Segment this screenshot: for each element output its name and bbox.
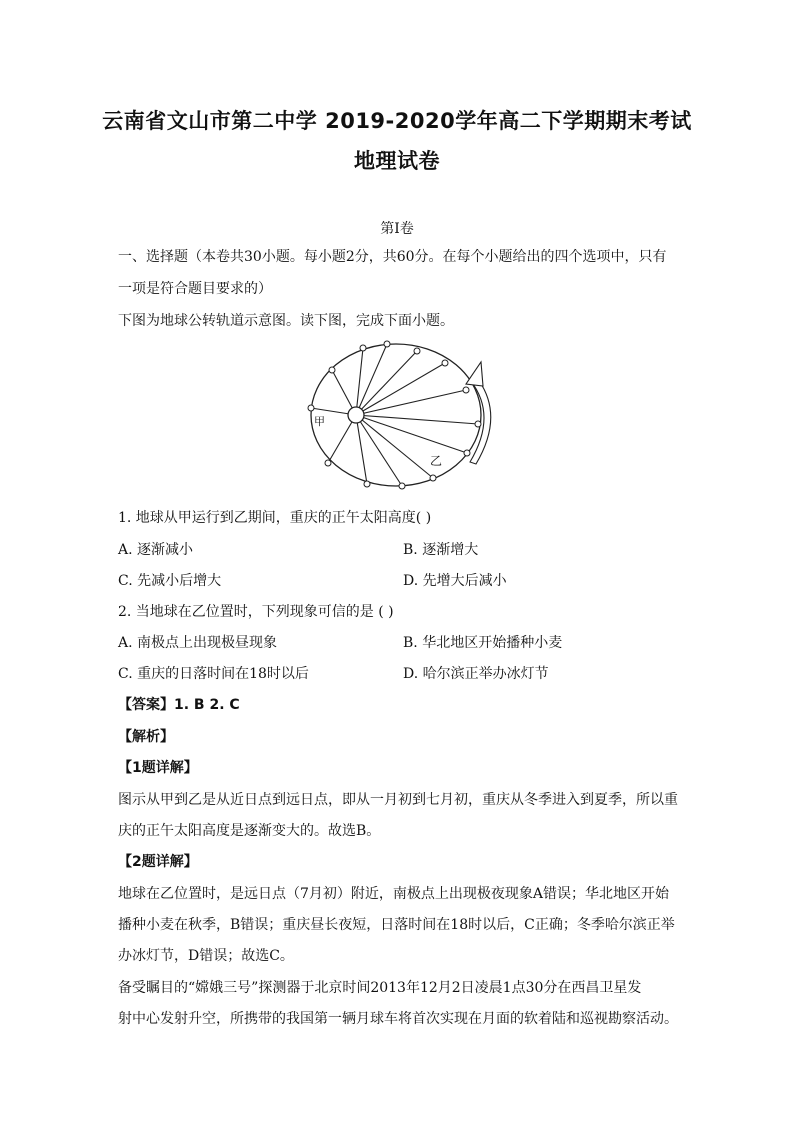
q2-detail-heading: 【2题详解】 [118, 854, 198, 870]
q2-detail-line-3: 办冰灯节，D错误；故选C。 [118, 948, 294, 964]
q1-option-d: D. 先增大后减小 [403, 573, 507, 589]
label-yi: 乙 [430, 454, 443, 468]
diagram-intro: 下图为地球公转轨道示意图。读下图，完成下面小题。 [118, 313, 454, 329]
analysis-heading: 【解析】 [118, 729, 174, 745]
q1-detail-line-1: 图示从甲到乙是从近日点到远日点，即从一月初到七月初，重庆从冬季进入到夏季，所以重 [118, 792, 678, 808]
q2-option-c: C. 重庆的日落时间在18时以后 [118, 666, 309, 682]
q2-detail-line-1: 地球在乙位置时，是远日点（7月初）附近，南极点上出现极夜现象A错误；华北地区开始 [118, 886, 670, 902]
q1-detail-line-2: 庆的正午太阳高度是逐渐变大的。故选B。 [118, 823, 381, 839]
instructions-line-1: 一、选择题（本卷共30小题。每小题2分，共60分。在每个小题给出的四个选项中，只有 [118, 249, 667, 265]
label-jia: 甲 [314, 415, 325, 428]
q1-option-c: C. 先减小后增大 [118, 573, 222, 589]
orbit-ellipse [311, 344, 481, 486]
q2-option-a: A. 南极点上出现极昼现象 [118, 635, 278, 651]
title-line-1: 云南省文山市第二中学 2019-2020学年高二下学期期末考试 [102, 109, 692, 133]
q1-detail-heading: 【1题详解】 [118, 760, 198, 776]
arrow-head-icon [466, 362, 483, 386]
q2-detail-line-2: 播种小麦在秋季，B错误；重庆昼长夜短，日落时间在18时以后，C正确；冬季哈尔滨正举 [118, 917, 675, 933]
q1-option-a: A. 逐渐减小 [118, 542, 194, 558]
q1-option-b: B. 逐渐增大 [403, 542, 479, 558]
instructions-line-2: 一项是符合题目要求的） [118, 281, 272, 297]
q1-stem: 1. 地球从甲运行到乙期间，重庆的正午太阳高度( ) [118, 510, 432, 526]
passage-line-2: 射中心发射升空，所携带的我国第一辆月球车将首次实现在月面的软着陆和巡视勘察活动。 [118, 1011, 678, 1027]
sun-icon [348, 407, 364, 423]
orbit-diagram [300, 340, 500, 490]
section-label: 第Ⅰ卷 [380, 221, 414, 237]
q2-option-b: B. 华北地区开始播种小麦 [403, 635, 563, 651]
q2-stem: 2. 当地球在乙位置时，下列现象可信的是 ( ) [118, 604, 394, 620]
passage-line-1: 备受瞩目的“嫦娥三号”探测器于北京时间2013年12月2日凌晨1点30分在西昌卫星发 [118, 980, 642, 996]
q2-option-d: D. 哈尔滨正举办冰灯节 [403, 666, 549, 682]
title-line-2: 地理试卷 [354, 149, 440, 173]
answer-line: 【答案】1. B 2. C [118, 697, 240, 713]
